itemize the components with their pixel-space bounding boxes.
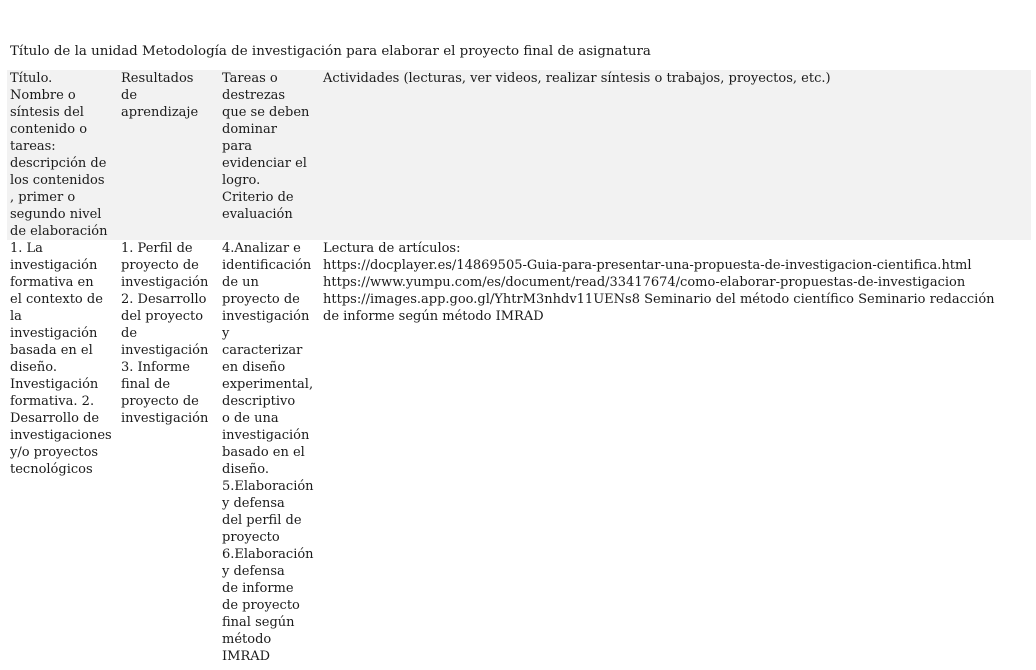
header-learning-outcomes: Resultados de aprendizaje	[121, 71, 199, 120]
cell-title: 1. La investigación formativa en el contexto de la investigación basada en el diseño. Investigación formativa. 2. Desarrollo de investigaciones y/o proyectos tecnológicos	[10, 241, 112, 477]
table-row	[7, 240, 1031, 665]
table-header-row	[7, 70, 1031, 240]
header-title: Título. Nombre o síntesis del contenido o tareas: descripción de los contenidos , primer o segundo nivel de elaboración	[10, 71, 108, 239]
unit-table	[7, 70, 1031, 665]
header-tasks: Tareas o destrezas que se deben dominar para evidenciar el logro. Criterio de evaluación	[222, 71, 310, 222]
cell-learning-outcomes: 1. Perfil de proyecto de investigación 2. Desarrollo del proyecto de investigación 3. Informe final de proyecto de investigación	[121, 241, 209, 426]
cell-activities: Lectura de artículos: https://docplayer.es/14869505-Guia-para-presentar-una-propuesta-de-investigacion-cientifica.html https://www.yumpu.com/es/document/read/33417674/como-elaborar-propuestas-de-investigacion https://images.app.goo.gl/YhtrM3nhdv11UENs8 Seminario del método científico Seminario redacción de informe según método IMRAD	[323, 241, 995, 324]
unit-title: Título de la unidad Metodología de investigación para elaborar el proyecto final de asignatura	[10, 44, 651, 59]
cell-tasks: 4.Analizar e identificación de un proyecto de investigación y caracterizar en diseño experimental, descriptivo o de una investigación basado en el diseño. 5.Elaboración y defensa del perfil de proyecto 6.Elaboración y defensa de informe de proyecto final según método IMRAD	[222, 241, 314, 664]
header-activities: Actividades (lecturas, ver videos, realizar síntesis o trabajos, proyectos, etc.)	[323, 71, 831, 86]
